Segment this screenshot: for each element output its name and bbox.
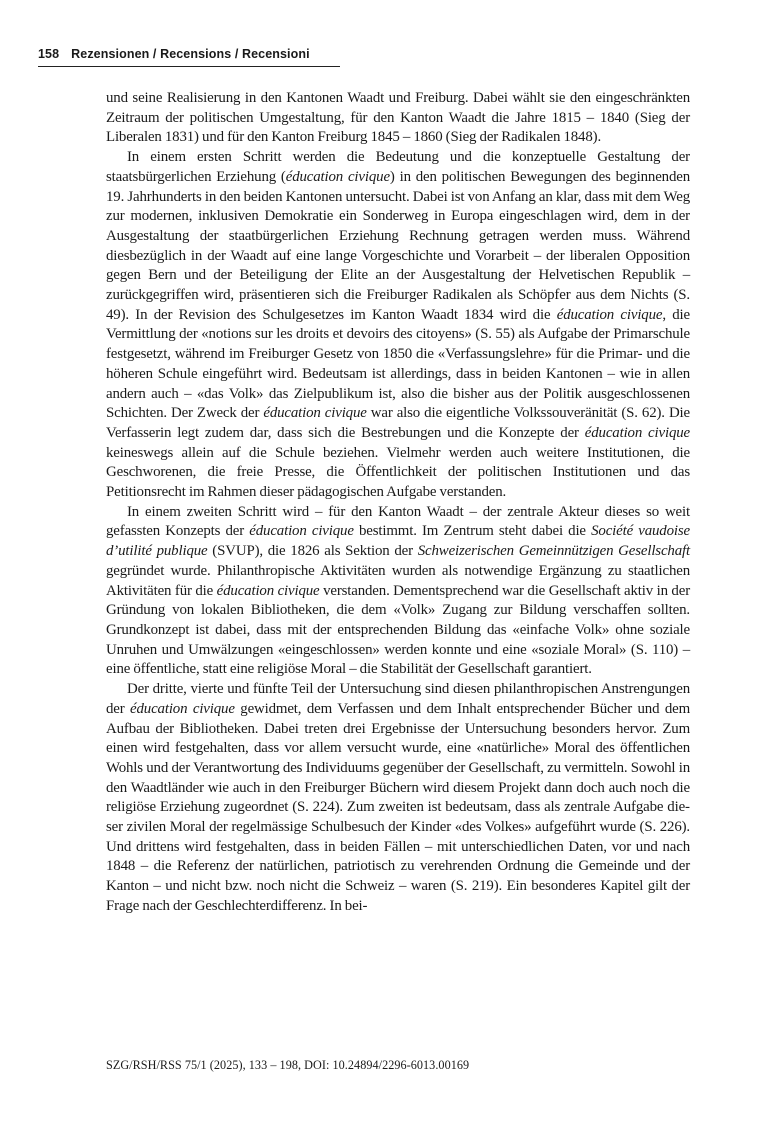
text-run: verstanden. Dementsprechend war die Gesellschaft aktiv in der Gründung von lokalen Bibliotheken, die dem «Volk» Zugang zur Bildung verschaffen sollten. Grundkonzept ist dabei, dass mit der entsprechenden Bildung das «einfache Volk» ohne soziale Unruhen und Umwälzungen «eingeschlossen» werden konnte und eine «soziale Moral» (S. 110) – eine öffentliche, statt eine religiöse Moral – die Stabilität der Gesellschaft garantiert.	[106, 582, 690, 678]
text-run: , die Vermittlung der «notions sur les droits et devoirs des citoyens» (S. 55) als Aufgabe der Primarschule festgesetzt, während im Freiburger Gesetz von 1850 die «Verfassungslehre» für die Primar- und die höheren Schule eingeführt wird. Bedeutsam ist allerdings, dass in beiden Kantonen – wie in allen andern auch – «das Volk» das Zielpublikum ist, also die bisher aus der Politik ausgeschlossenen Schichten. Der Zweck der	[106, 306, 690, 422]
text-run: Der dritte, vierte und fünfte Teil der Untersuchung sind diesen philanthropischen Anstrengungen der	[106, 681, 690, 717]
italic-term: éducation civique	[130, 700, 235, 717]
italic-term: éducation civique	[216, 582, 320, 599]
text-run: In einem zweiten Schritt wird – für den Kanton Waadt – der zentrale Akteur dieses so weit gefassten Konzepts der	[106, 503, 690, 540]
italic-term: éducation civique	[249, 523, 354, 540]
text-run: (SVUP), die 1826 als Sektion der	[207, 543, 418, 560]
review-body	[106, 89, 690, 917]
text-run: gewidmet, dem Verfassen und dem Inhalt entsprechender Bücher und dem Aufbau der Bibliotheken. Dabei treten drei Ergebnisse der Untersuchung besonders hervor. Zum einen wird festgehalten, dass vor allem versucht wurde, eine «natürliche» Moral des öffentlichen Wohls und der Verantwortung des Individuums gegenüber der Gesellschaft, zu vermitteln. Sowohl in den Waadtländer wie auch in den Freiburger Büchern wird diesem Projekt dann doch auch noch die religiöse Erziehung zugeordnet (S. 224). Zum zweiten ist bedeutsam, dass als zentrale Aufgabe dieser zivilen Moral der regelmässige Schulbesuch der Kinder «des Volkes» aufgeführt wurde (S. 226). Und drittens wird festgehalten, dass in beiden Fällen – mit unterschiedlichen Daten, vor und nach 1848 – die Referenz der natürlichen, patriotisch zu verehrenden Ordnung die Gemeinde und der Kanton – und nicht bzw. noch nicht die Schweiz – waren (S. 219). Ein besonderes Kapitel gilt der Frage nach der Geschlechterdifferenz. In bei-	[106, 700, 691, 914]
paragraph-2	[106, 148, 690, 503]
paragraph-1	[106, 89, 690, 148]
text-run: bestimmt. Im Zentrum steht dabei die	[353, 523, 592, 540]
text-run: ) in den politischen Bewegungen des beginnenden 19. Jahrhunderts in den beiden Kantonen untersucht. Dabei ist von Anfang an klar, dass mit dem Weg zur modernen, inklusiven Demokratie ein Sonderweg in Europa eingeschlagen wird, dem in der Ausgestaltung der staatbürgerlichen Erziehung Rechnung getragen werden muss. Während diesbezüglich in der Waadt auf eine lange Vorgeschichte und Vorarbeit – der liberalen Opposition gegen Bern und der Beteiligung der Elite an der Ausgestaltung der Helvetischen Republik – zurückgegriffen wird, präsentieren sich die Freiburger Radikalen als Schöpfer aus dem Nichts (S. 49). In der Revision des Schulgesetzes im Kanton Waadt 1834 wird die	[106, 168, 690, 323]
italic-term: éducation civique	[556, 306, 663, 323]
text-run: In einem ersten Schritt werden die Bedeutung und die konzeptuelle Gestaltung der staatsbürgerlichen Erziehung (	[106, 149, 690, 185]
italic-term: Schweizerischen Gemeinnützigen Gesellschaft	[417, 543, 690, 560]
text-run: war also die eigentliche Volkssouveränität (S. 62). Die Verfasserin legt zudem dar, dass sich die Bestrebungen und die Konzepte der	[106, 405, 690, 441]
text-run: gegründet wurde. Philanthropische Aktivitäten wurden als notwendige Ergänzung zu staatlichen Aktivitäten für die	[106, 562, 690, 599]
italic-term: éducation civique	[584, 424, 691, 441]
running-header	[38, 47, 340, 67]
italic-term: Société vaudoise d’utilité publique	[106, 523, 690, 560]
italic-term: éducation civique	[263, 405, 367, 422]
italic-term: éducation civique	[285, 168, 390, 185]
text-run: keineswegs allein auf die Schule beziehen. Vielmehr werden auch weitere Institutionen, die Geschworenen, die freie Presse, die Öffentlichkeit der politischen Institutionen und das Petitionsrecht im Rahmen dieser pädagogischen Aufgabe verstanden.	[106, 444, 690, 501]
page-number: 158	[38, 47, 60, 61]
section-title: Rezensionen / Recensions / Recensioni	[71, 47, 310, 61]
citation-footer: SZG/RSH/RSS 75/1 (2025), 133 – 198, DOI: 10.24894/2296-6013.00169	[106, 1058, 470, 1072]
text-run: und seine Realisierung in den Kantonen Waadt und Freiburg. Dabei wählt sie den eingeschränkten Zeitraum der politischen Umgestaltung, für den Kanton Waadt die Jahre 1815 – 1840 (Sieg der Liberalen 1831) und für den Kanton Freiburg 1845 – 1860 (Sieg der Radikalen 1848).	[106, 90, 690, 146]
paragraph-3	[106, 503, 690, 680]
paragraph-4	[106, 680, 690, 916]
